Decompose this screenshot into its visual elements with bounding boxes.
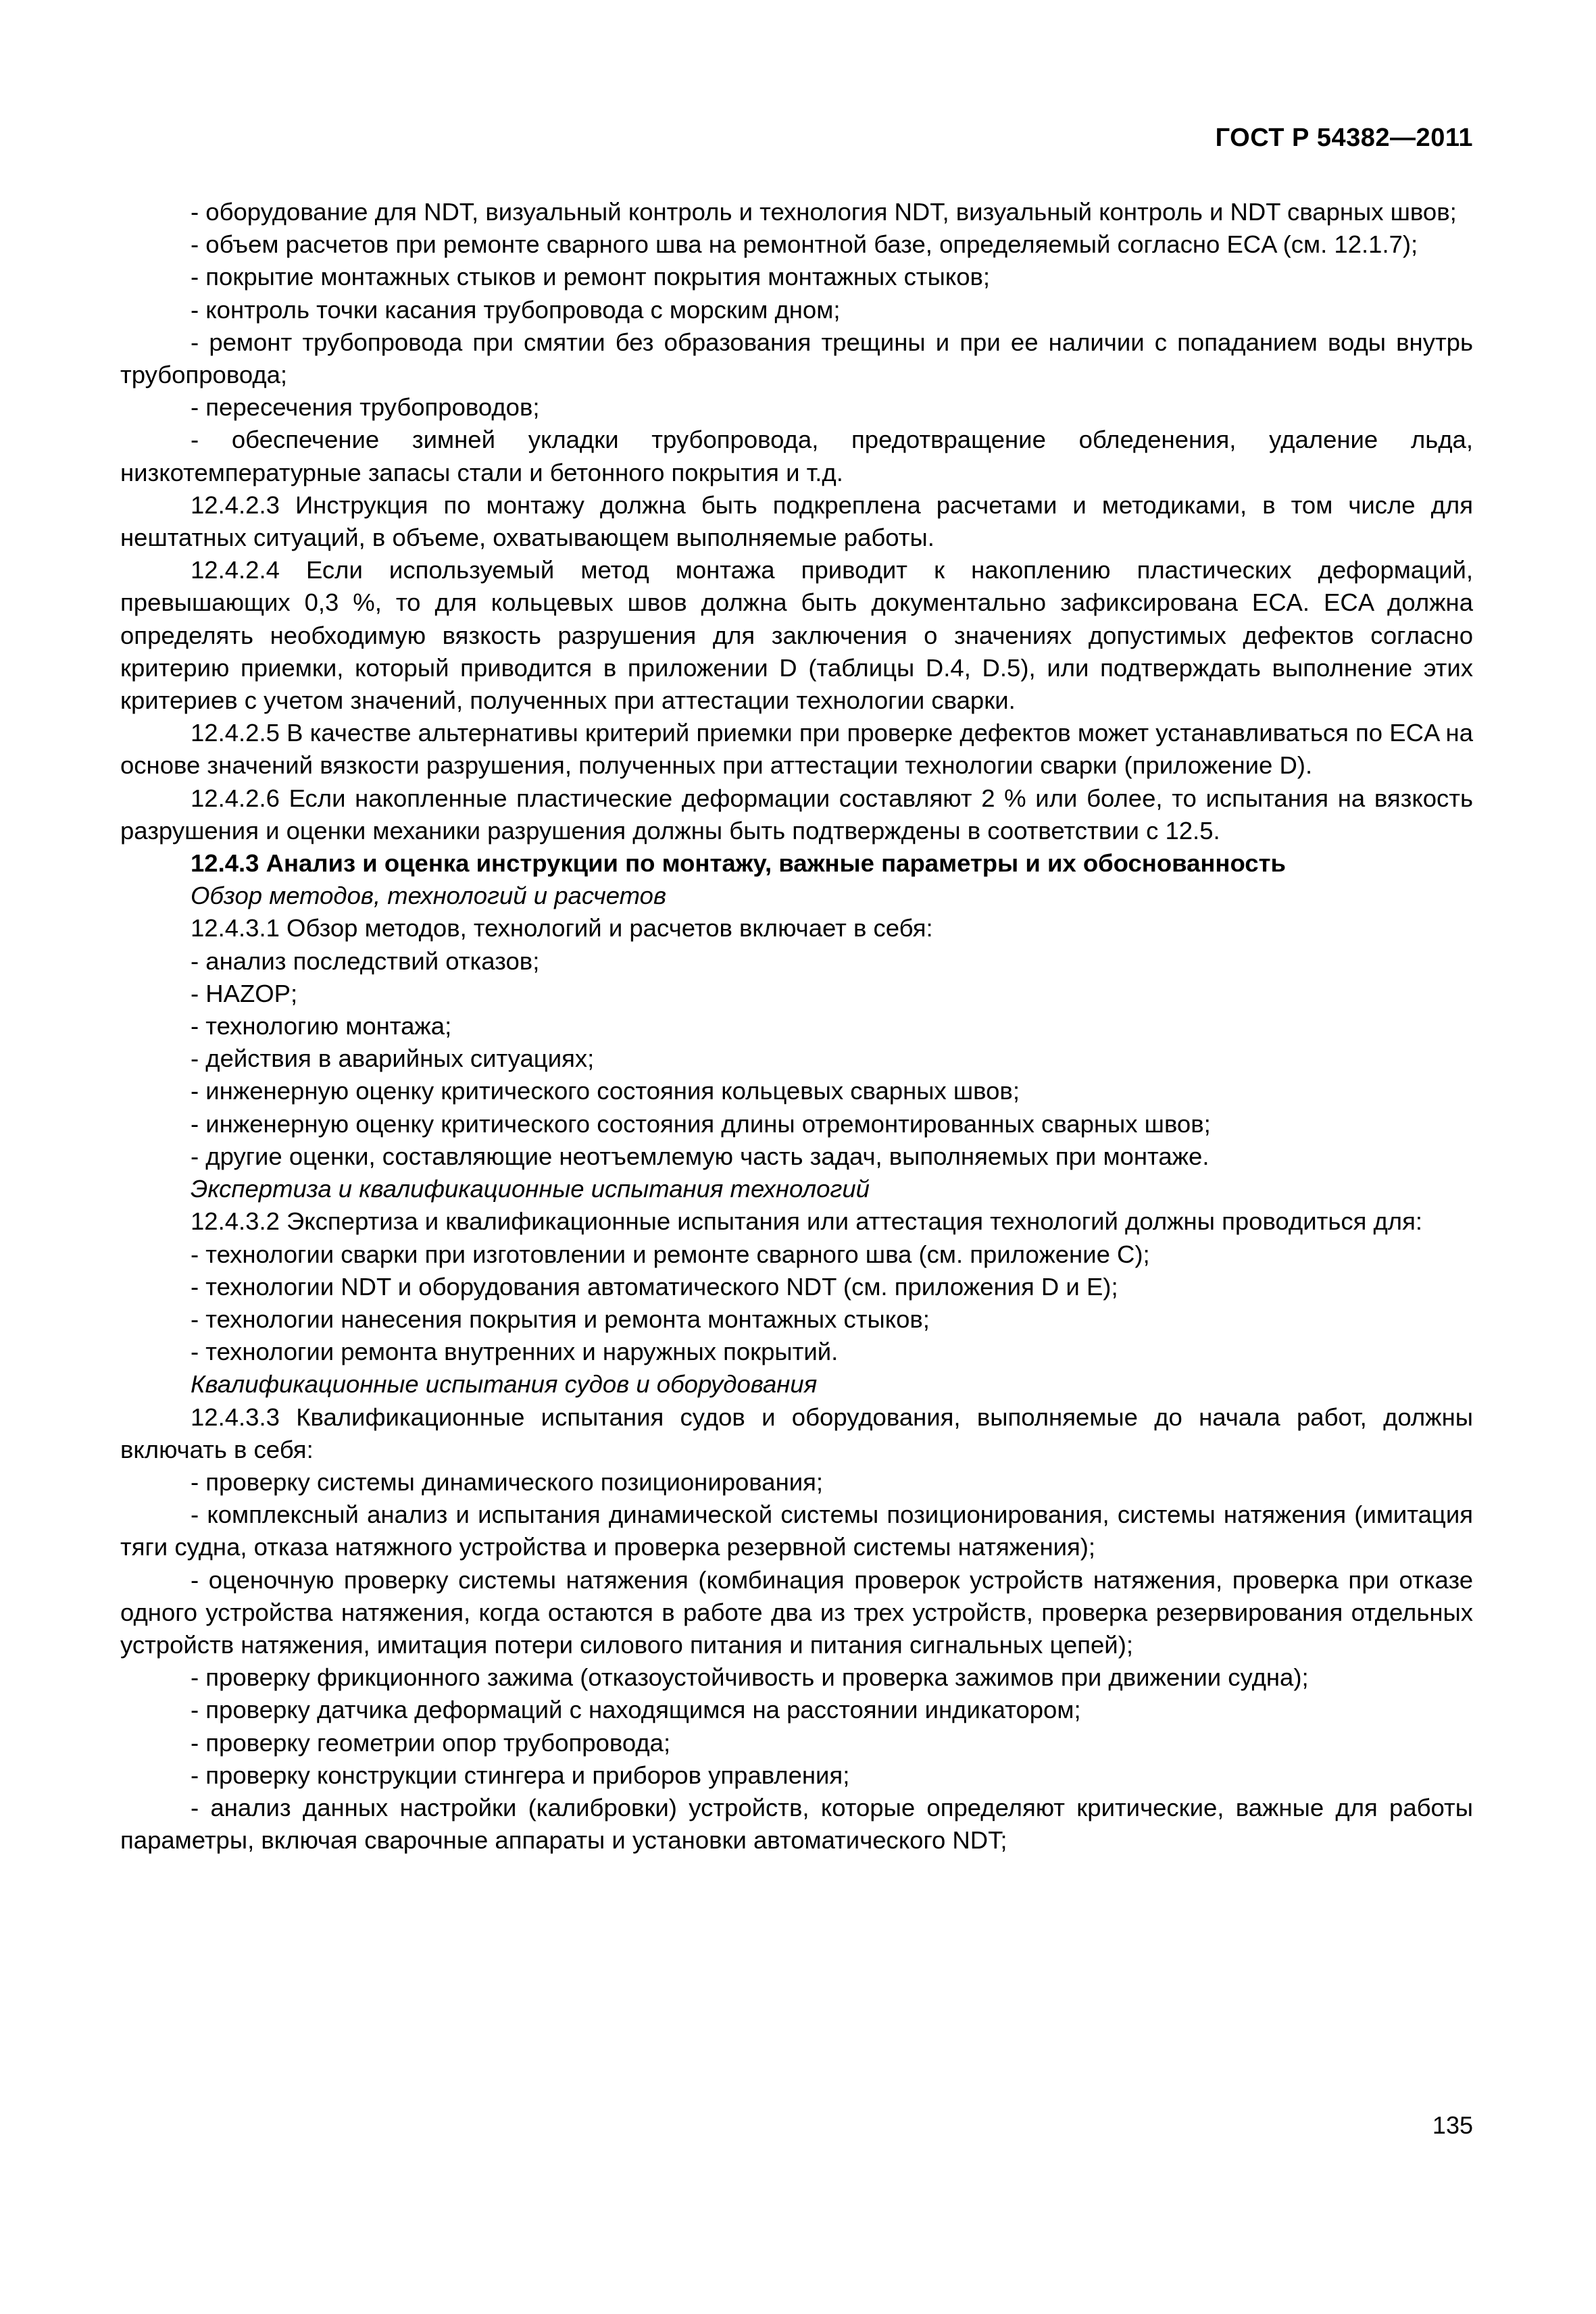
paragraph: - действия в аварийных ситуациях; — [191, 1045, 595, 1073]
paragraph: 12.4.3.1 Обзор методов, технологий и расчетов включает в себя: — [191, 914, 933, 942]
paragraph: - проверку датчика деформаций с находящимся на расстоянии индикатором; — [191, 1696, 1081, 1724]
paragraph: - пересечения трубопроводов; — [191, 393, 540, 422]
paragraph: - обеспечение зимней укладки трубопровода, предотвращение обледенения, удаление льда, низкотемпературные запасы стали и бетонного покрытия и т.д. — [120, 426, 1473, 486]
document-body — [120, 196, 1473, 1857]
paragraph: 12.4.3.3 Квалификационные испытания судов и оборудования, выполняемые до начала работ, должны включать в себя: — [120, 1403, 1473, 1463]
paragraph: - ремонт трубопровода при смятии без образования трещины и при ее наличии с попаданием воды внутрь трубопровода; — [120, 328, 1473, 389]
paragraph: - технологии ремонта внутренних и наружных покрытий. — [191, 1338, 839, 1366]
subsection-title: Обзор методов, технологий и расчетов — [191, 882, 666, 910]
paragraph: - оборудование для NDT, визуальный контроль и технология NDT, визуальный контроль и NDT сварных швов; — [191, 198, 1457, 226]
paragraph: - технологии NDT и оборудования автоматического NDT (см. приложения D и E); — [191, 1272, 1118, 1301]
paragraph: - комплексный анализ и испытания динамической системы позиционирования, системы натяжения (имитация тяги судна, отказа натяжного устройства и проверка резервной системы натяжения); — [120, 1501, 1473, 1561]
paragraph: - технологии нанесения покрытия и ремонта монтажных стыков; — [191, 1305, 930, 1333]
paragraph: - инженерную оценку критического состояния кольцевых сварных швов; — [191, 1077, 1020, 1105]
paragraph: - анализ последствий отказов; — [191, 947, 540, 975]
section-heading: 12.4.3 Анализ и оценка инструкции по монтажу, важные параметры и их обоснованность — [191, 849, 1286, 878]
paragraph: - проверку конструкции стингера и приборов управления; — [191, 1761, 850, 1789]
paragraph: - проверку фрикционного зажима (отказоустойчивость и проверка зажимов при движении судна); — [191, 1663, 1309, 1692]
subsection-title: Квалификационные испытания судов и оборудования — [191, 1370, 818, 1399]
paragraph: - проверку геометрии опор трубопровода; — [191, 1728, 671, 1757]
document-header: ГОСТ Р 54382—2011 — [1215, 124, 1473, 152]
page-number: 135 — [1432, 2111, 1473, 2139]
paragraph: - покрытие монтажных стыков и ремонт покрытия монтажных стыков; — [191, 263, 991, 291]
paragraph: 12.4.3.2 Экспертиза и квалификационные испытания или аттестация технологий должны проводиться для: — [191, 1207, 1423, 1236]
paragraph: - технологии сварки при изготовлении и ремонте сварного шва (см. приложение C); — [191, 1240, 1150, 1268]
paragraph: - другие оценки, составляющие неотъемлемую часть задач, выполняемых при монтаже. — [191, 1142, 1210, 1170]
paragraph: - HAZOP; — [191, 979, 298, 1007]
paragraph: - объем расчетов при ремонте сварного шва на ремонтной базе, определяемый согласно ECA (см. 12.1.7); — [191, 230, 1418, 259]
paragraph: 12.4.2.4 Если используемый метод монтажа приводит к накоплению пластических деформаций, превышающих 0,3 %, то для кольцевых швов должна быть документально зафиксирована ECA. ECA должна определять необходимую вязкость разрушения для заключения о значениях допустимых дефектов согласно критерию приемки, который приводится в приложении D (таблицы D.4, D.5), или подтверждать выполнение этих критериев с учетом значений, полученных при аттестации технологии сварки. — [120, 556, 1473, 715]
paragraph: - проверку системы динамического позиционирования; — [191, 1467, 824, 1496]
paragraph: - контроль точки касания трубопровода с морским дном; — [191, 295, 841, 324]
paragraph: - технологию монтажа; — [191, 1012, 452, 1040]
subsection-title: Экспертиза и квалификационные испытания технологий — [191, 1175, 870, 1203]
paragraph: - инженерную оценку критического состояния длины отремонтированных сварных швов; — [191, 1109, 1211, 1138]
paragraph: 12.4.2.5 В качестве альтернативы критерий приемки при проверке дефектов может устанавливаться по ECA на основе значений вязкости разрушения, полученных при аттестации технологии сварки (приложение D). — [120, 719, 1473, 780]
paragraph: 12.4.2.6 Если накопленные пластические деформации составляют 2 % или более, то испытания на вязкость разрушения и оценки механики разрушения должны быть подтверждены в соответствии с 12.5. — [120, 784, 1473, 845]
paragraph: - анализ данных настройки (калибровки) устройств, которые определяют критические, важные для работы параметры, включая сварочные аппараты и установки автоматического NDT; — [120, 1793, 1473, 1855]
paragraph: - оценочную проверку системы натяжения (комбинация проверок устройств натяжения, проверка при отказе одного устройства натяжения, когда остаются в работе два из трех устройств, проверка резервирования отдельных устройств натяжения, имитация потери силового питания и питания сигнальных цепей); — [120, 1565, 1473, 1659]
paragraph: 12.4.2.3 Инструкция по монтажу должна быть подкреплена расчетами и методиками, в том числе для нештатных ситуаций, в объеме, охватывающем выполняемые работы. — [120, 491, 1473, 552]
